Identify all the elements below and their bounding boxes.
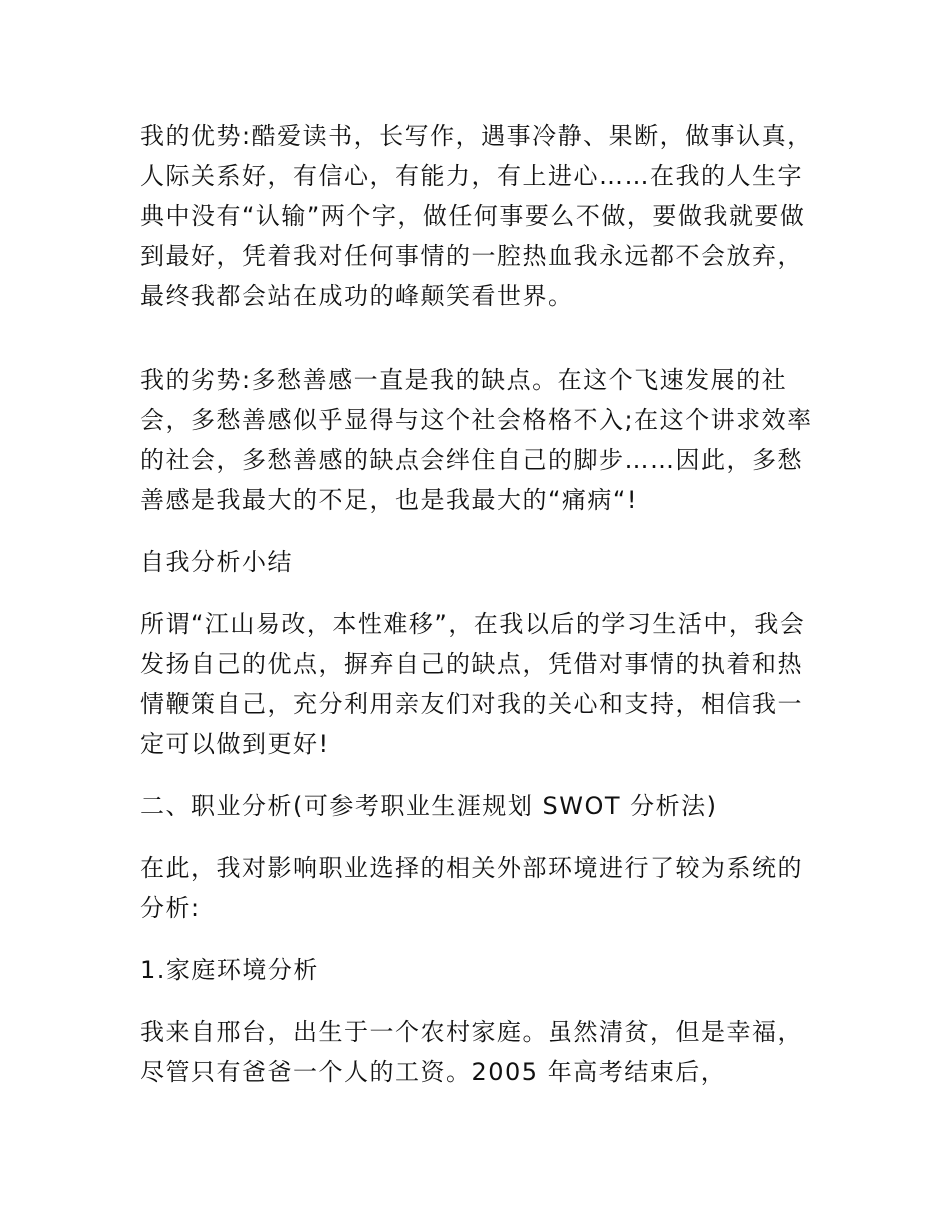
heading-family-environment: 1.家庭环境分析 — [140, 956, 319, 984]
document-body — [140, 116, 820, 1092]
paragraph-strengths: 我的优势:酷爱读书，长写作，遇事冷静、果断，做事认真，人际关系好，有信心，有能力，有上进心……在我的人生字典中没有“认输”两个字，做任何事要么不做，要做我就要做到最好，凭着我对任何事情的一腔热血我永远都不会放弃，最终我都会站在成功的峰颠笑看世界。 — [140, 122, 813, 310]
paragraph-summary: 所谓“江山易改，本性难移”，在我以后的学习生活中，我会发扬自己的优点，摒弃自己的缺点，凭借对事情的执着和热情鞭策自己，充分利用亲友们对我的关心和支持，相信我一定可以做到更好! — [140, 610, 806, 758]
paragraph-weaknesses: 我的劣势:多愁善感一直是我的缺点。在这个飞速发展的社会，多愁善感似乎显得与这个社会格格不入;在这个讲求效率的社会，多愁善感的缺点会绊住自己的脚步……因此，多愁善感是我最大的不足，也是我最大的“痛病“! — [140, 366, 813, 514]
paragraph-family: 我来自邢台，出生于一个农村家庭。虽然清贫，但是幸福，尽管只有爸爸一个人的工资。2005 年高考结束后， — [140, 1018, 803, 1086]
paragraph-environment-intro: 在此，我对影响职业选择的相关外部环境进行了较为系统的分析: — [140, 854, 803, 922]
heading-self-analysis-summary: 自我分析小结 — [140, 548, 293, 576]
heading-career-analysis: 二、职业分析(可参考职业生涯规划 SWOT 分析法) — [140, 792, 718, 820]
